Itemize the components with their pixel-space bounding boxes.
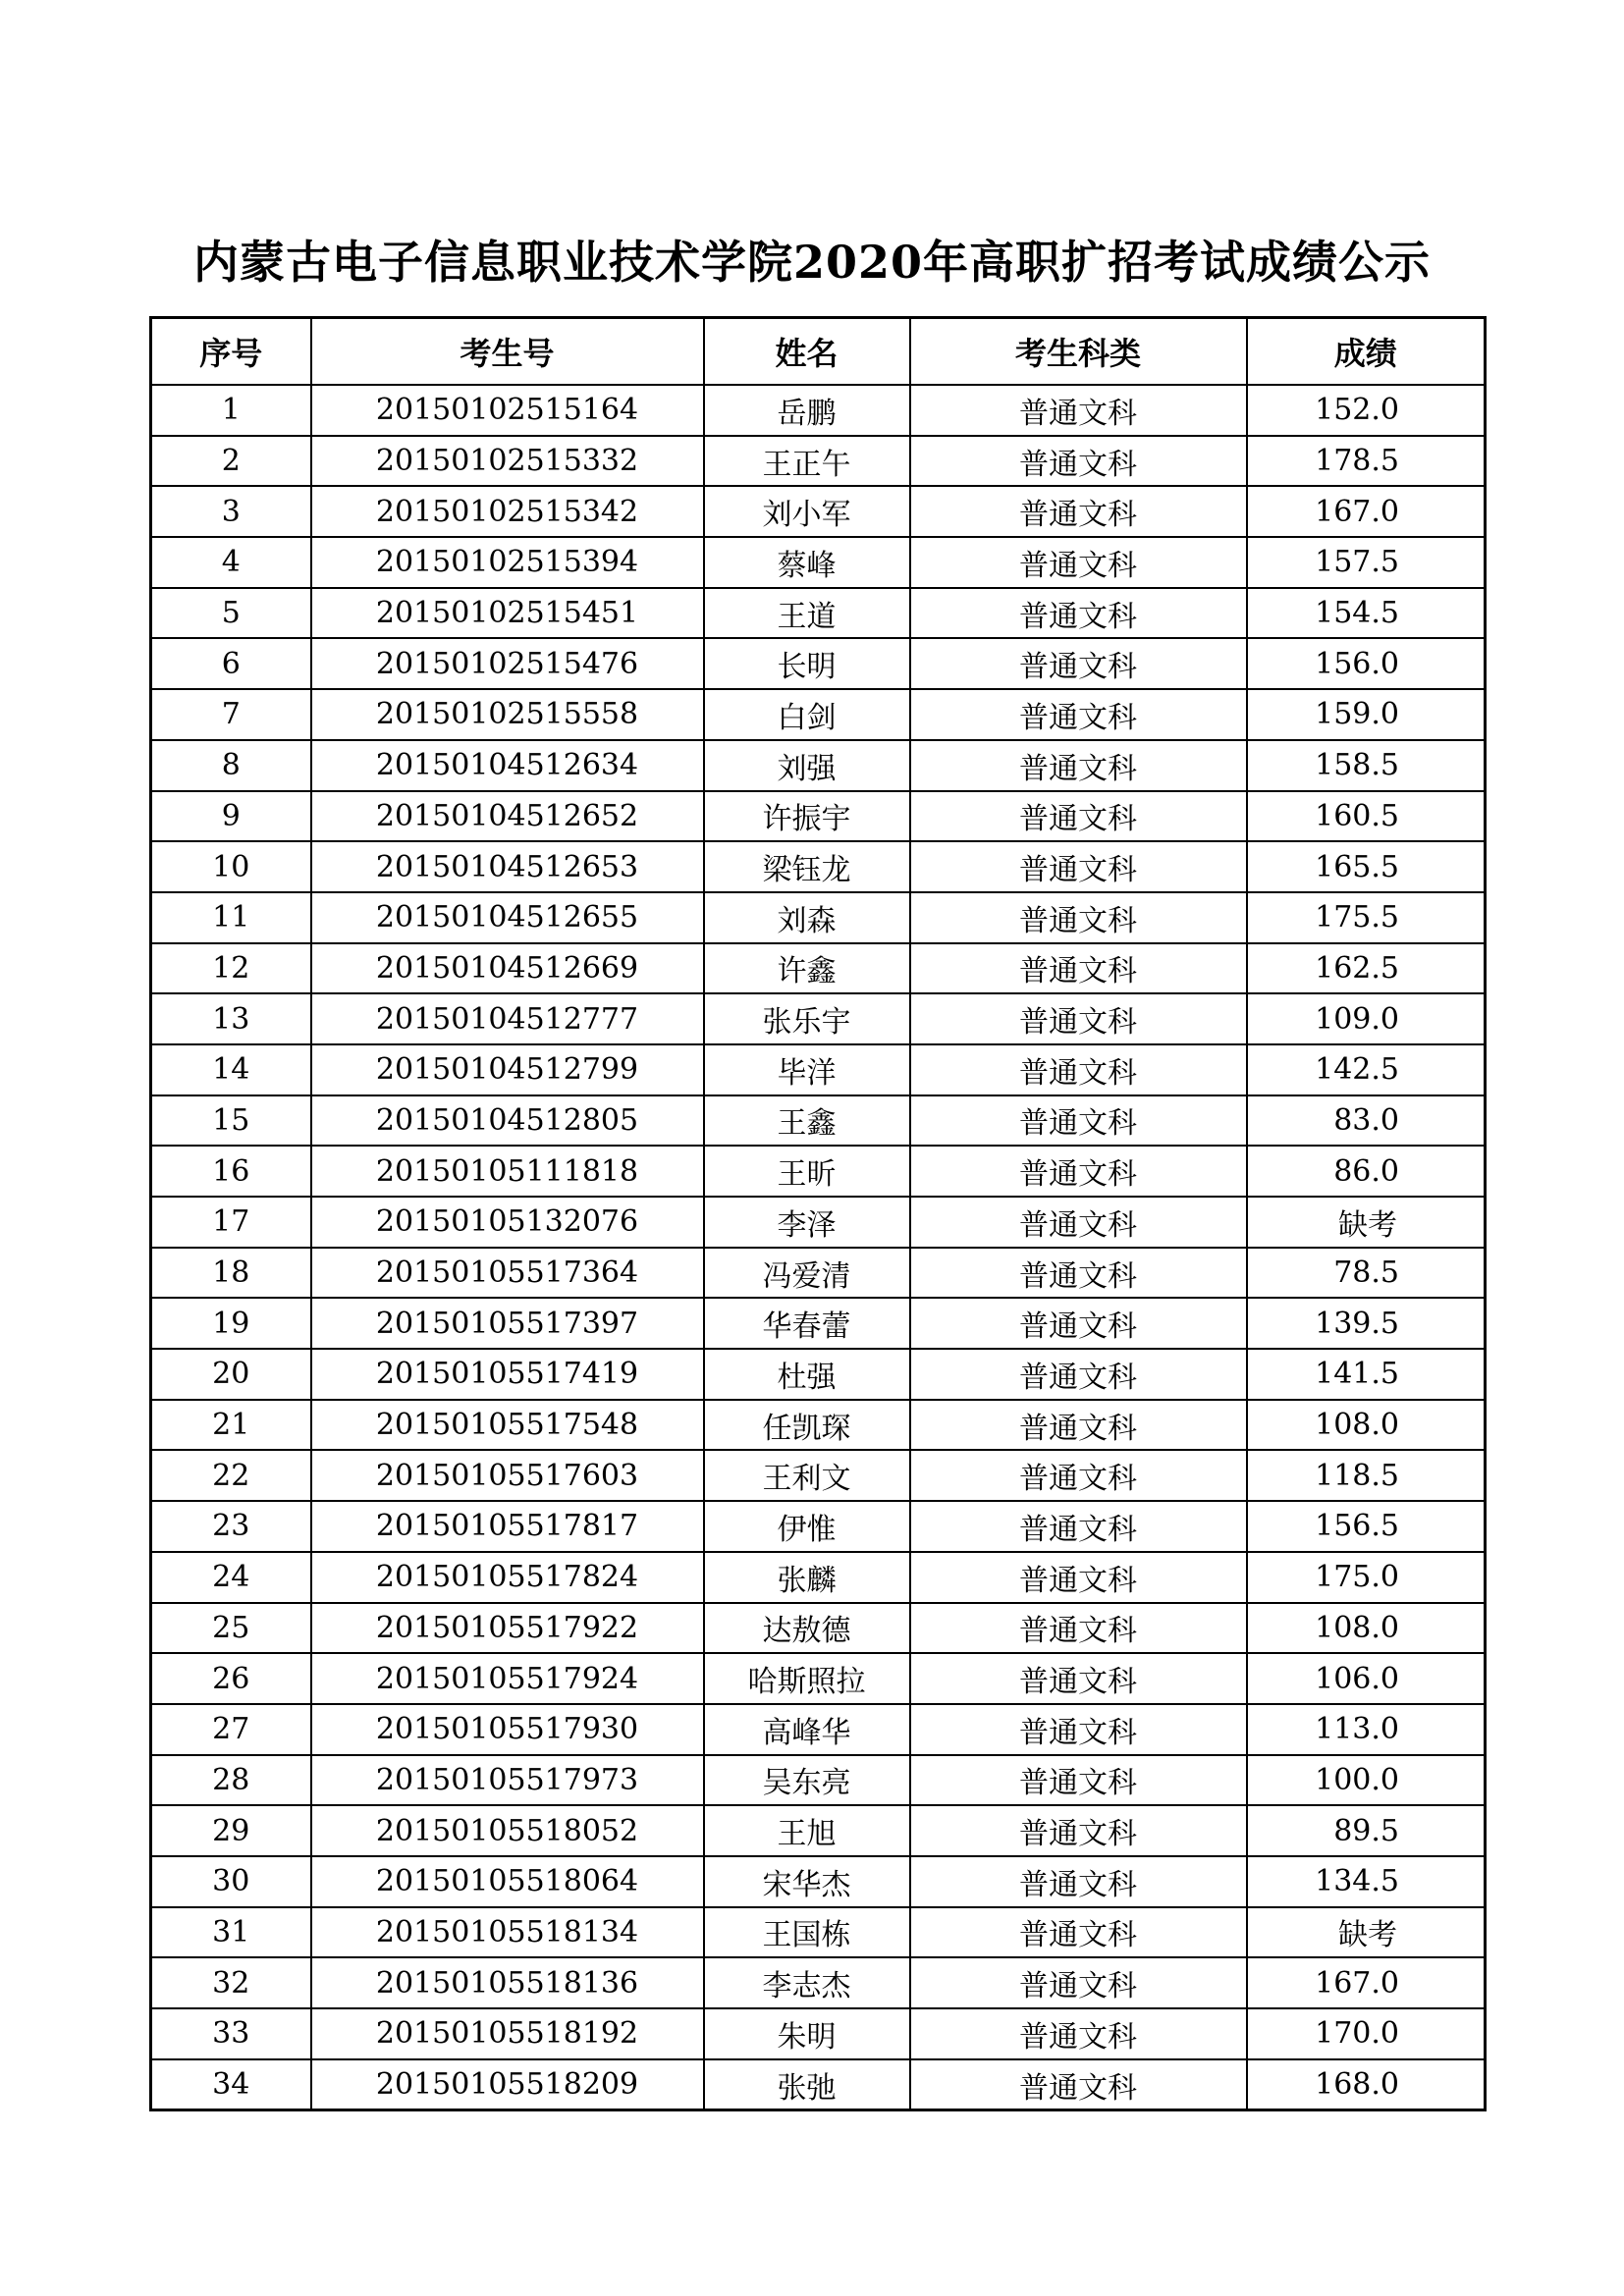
table-row bbox=[151, 2059, 1486, 2110]
cell-score: 142.5 bbox=[1247, 1044, 1486, 1095]
table-row bbox=[151, 689, 1486, 740]
cell-name: 王利文 bbox=[704, 1450, 910, 1501]
cell-score: 134.5 bbox=[1247, 1856, 1486, 1907]
cell-exam-id: 20150105518192 bbox=[311, 2008, 704, 2059]
cell-seq: 7 bbox=[151, 689, 311, 740]
table-header-row bbox=[151, 318, 1486, 386]
cell-score: 89.5 bbox=[1247, 1805, 1486, 1856]
cell-score: 170.0 bbox=[1247, 2008, 1486, 2059]
cell-seq: 34 bbox=[151, 2059, 311, 2110]
cell-seq: 29 bbox=[151, 1805, 311, 1856]
cell-exam-id: 20150102515164 bbox=[311, 385, 704, 436]
table-row bbox=[151, 1805, 1486, 1856]
cell-category: 普通文科 bbox=[910, 689, 1247, 740]
cell-exam-id: 20150102515558 bbox=[311, 689, 704, 740]
cell-name: 李志杰 bbox=[704, 1957, 910, 2008]
header-name: 姓名 bbox=[704, 318, 910, 386]
cell-name: 哈斯照拉 bbox=[704, 1653, 910, 1704]
cell-category: 普通文科 bbox=[910, 1805, 1247, 1856]
cell-category: 普通文科 bbox=[910, 1095, 1247, 1147]
table-row bbox=[151, 385, 1486, 436]
cell-score: 139.5 bbox=[1247, 1298, 1486, 1349]
header-seq: 序号 bbox=[151, 318, 311, 386]
header-score: 成绩 bbox=[1247, 318, 1486, 386]
cell-name: 刘小军 bbox=[704, 486, 910, 537]
table-row bbox=[151, 486, 1486, 537]
cell-category: 普通文科 bbox=[910, 1755, 1247, 1806]
cell-name: 宋华杰 bbox=[704, 1856, 910, 1907]
table-row bbox=[151, 1349, 1486, 1400]
cell-seq: 6 bbox=[151, 638, 311, 689]
cell-exam-id: 20150105517930 bbox=[311, 1704, 704, 1755]
cell-category: 普通文科 bbox=[910, 638, 1247, 689]
cell-name: 张乐宇 bbox=[704, 993, 910, 1044]
table-row bbox=[151, 1197, 1486, 1248]
cell-exam-id: 20150105132076 bbox=[311, 1197, 704, 1248]
cell-exam-id: 20150105518134 bbox=[311, 1907, 704, 1958]
cell-name: 蔡峰 bbox=[704, 537, 910, 588]
cell-exam-id: 20150105517419 bbox=[311, 1349, 704, 1400]
cell-category: 普通文科 bbox=[910, 1044, 1247, 1095]
cell-score: 168.0 bbox=[1247, 2059, 1486, 2110]
cell-seq: 3 bbox=[151, 486, 311, 537]
cell-category: 普通文科 bbox=[910, 993, 1247, 1044]
cell-seq: 10 bbox=[151, 841, 311, 892]
cell-category: 普通文科 bbox=[910, 841, 1247, 892]
cell-exam-id: 20150104512777 bbox=[311, 993, 704, 1044]
cell-seq: 27 bbox=[151, 1704, 311, 1755]
cell-exam-id: 20150105111818 bbox=[311, 1146, 704, 1197]
cell-seq: 16 bbox=[151, 1146, 311, 1197]
table-row bbox=[151, 1044, 1486, 1095]
cell-name: 刘森 bbox=[704, 892, 910, 943]
cell-score: 109.0 bbox=[1247, 993, 1486, 1044]
cell-score: 158.5 bbox=[1247, 740, 1486, 791]
table-row bbox=[151, 1298, 1486, 1349]
table-row bbox=[151, 1146, 1486, 1197]
cell-exam-id: 20150102515332 bbox=[311, 436, 704, 487]
cell-seq: 18 bbox=[151, 1248, 311, 1299]
cell-score: 162.5 bbox=[1247, 943, 1486, 994]
table-row bbox=[151, 1248, 1486, 1299]
cell-name: 许鑫 bbox=[704, 943, 910, 994]
cell-seq: 19 bbox=[151, 1298, 311, 1349]
cell-seq: 11 bbox=[151, 892, 311, 943]
cell-name: 梁钰龙 bbox=[704, 841, 910, 892]
table-row bbox=[151, 1501, 1486, 1552]
table-row bbox=[151, 1450, 1486, 1501]
cell-seq: 30 bbox=[151, 1856, 311, 1907]
cell-category: 普通文科 bbox=[910, 1907, 1247, 1958]
cell-category: 普通文科 bbox=[910, 1501, 1247, 1552]
cell-score: 缺考 bbox=[1247, 1907, 1486, 1958]
cell-seq: 2 bbox=[151, 436, 311, 487]
cell-score: 78.5 bbox=[1247, 1248, 1486, 1299]
cell-exam-id: 20150105517973 bbox=[311, 1755, 704, 1806]
cell-seq: 23 bbox=[151, 1501, 311, 1552]
cell-category: 普通文科 bbox=[910, 1349, 1247, 1400]
cell-score: 100.0 bbox=[1247, 1755, 1486, 1806]
cell-category: 普通文科 bbox=[910, 1248, 1247, 1299]
cell-exam-id: 20150104512655 bbox=[311, 892, 704, 943]
table-row bbox=[151, 841, 1486, 892]
cell-exam-id: 20150102515342 bbox=[311, 486, 704, 537]
table-row bbox=[151, 1856, 1486, 1907]
cell-seq: 17 bbox=[151, 1197, 311, 1248]
cell-score: 159.0 bbox=[1247, 689, 1486, 740]
cell-name: 王道 bbox=[704, 588, 910, 639]
cell-score: 141.5 bbox=[1247, 1349, 1486, 1400]
cell-seq: 33 bbox=[151, 2008, 311, 2059]
cell-exam-id: 20150102515451 bbox=[311, 588, 704, 639]
table-row bbox=[151, 436, 1486, 487]
cell-category: 普通文科 bbox=[910, 486, 1247, 537]
cell-exam-id: 20150105517603 bbox=[311, 1450, 704, 1501]
cell-exam-id: 20150105517364 bbox=[311, 1248, 704, 1299]
cell-seq: 8 bbox=[151, 740, 311, 791]
cell-exam-id: 20150105518209 bbox=[311, 2059, 704, 2110]
cell-score: 113.0 bbox=[1247, 1704, 1486, 1755]
cell-name: 王昕 bbox=[704, 1146, 910, 1197]
cell-name: 长明 bbox=[704, 638, 910, 689]
cell-category: 普通文科 bbox=[910, 791, 1247, 842]
cell-score: 167.0 bbox=[1247, 1957, 1486, 2008]
cell-name: 冯爱清 bbox=[704, 1248, 910, 1299]
table-row bbox=[151, 588, 1486, 639]
table-row bbox=[151, 2008, 1486, 2059]
score-table bbox=[149, 316, 1487, 2111]
header-category: 考生科类 bbox=[910, 318, 1247, 386]
cell-score: 108.0 bbox=[1247, 1400, 1486, 1451]
cell-score: 83.0 bbox=[1247, 1095, 1486, 1147]
cell-exam-id: 20150104512799 bbox=[311, 1044, 704, 1095]
cell-category: 普通文科 bbox=[910, 892, 1247, 943]
cell-seq: 31 bbox=[151, 1907, 311, 1958]
cell-seq: 28 bbox=[151, 1755, 311, 1806]
cell-exam-id: 20150105518052 bbox=[311, 1805, 704, 1856]
cell-seq: 5 bbox=[151, 588, 311, 639]
cell-seq: 1 bbox=[151, 385, 311, 436]
table-row bbox=[151, 943, 1486, 994]
cell-seq: 12 bbox=[151, 943, 311, 994]
cell-score: 175.0 bbox=[1247, 1552, 1486, 1603]
table-row bbox=[151, 1755, 1486, 1806]
cell-seq: 4 bbox=[151, 537, 311, 588]
cell-category: 普通文科 bbox=[910, 1957, 1247, 2008]
table-row bbox=[151, 1095, 1486, 1147]
cell-category: 普通文科 bbox=[910, 2008, 1247, 2059]
cell-score: 175.5 bbox=[1247, 892, 1486, 943]
cell-exam-id: 20150104512669 bbox=[311, 943, 704, 994]
cell-category: 普通文科 bbox=[910, 385, 1247, 436]
cell-name: 达敖德 bbox=[704, 1603, 910, 1654]
cell-exam-id: 20150104512653 bbox=[311, 841, 704, 892]
cell-exam-id: 20150104512634 bbox=[311, 740, 704, 791]
cell-score: 165.5 bbox=[1247, 841, 1486, 892]
cell-seq: 15 bbox=[151, 1095, 311, 1147]
cell-category: 普通文科 bbox=[910, 1450, 1247, 1501]
cell-seq: 14 bbox=[151, 1044, 311, 1095]
cell-score: 156.5 bbox=[1247, 1501, 1486, 1552]
cell-name: 吴东亮 bbox=[704, 1755, 910, 1806]
table-row bbox=[151, 740, 1486, 791]
cell-score: 154.5 bbox=[1247, 588, 1486, 639]
table-row bbox=[151, 1552, 1486, 1603]
cell-category: 普通文科 bbox=[910, 1856, 1247, 1907]
cell-name: 张麟 bbox=[704, 1552, 910, 1603]
cell-seq: 25 bbox=[151, 1603, 311, 1654]
table-row bbox=[151, 537, 1486, 588]
cell-exam-id: 20150105517924 bbox=[311, 1653, 704, 1704]
cell-exam-id: 20150105517824 bbox=[311, 1552, 704, 1603]
cell-name: 毕洋 bbox=[704, 1044, 910, 1095]
cell-score: 108.0 bbox=[1247, 1603, 1486, 1654]
cell-category: 普通文科 bbox=[910, 1197, 1247, 1248]
cell-score: 178.5 bbox=[1247, 436, 1486, 487]
cell-seq: 9 bbox=[151, 791, 311, 842]
cell-exam-id: 20150105517548 bbox=[311, 1400, 704, 1451]
table-row bbox=[151, 638, 1486, 689]
cell-score: 118.5 bbox=[1247, 1450, 1486, 1501]
cell-category: 普通文科 bbox=[910, 1146, 1247, 1197]
cell-name: 张弛 bbox=[704, 2059, 910, 2110]
cell-seq: 20 bbox=[151, 1349, 311, 1400]
table-row bbox=[151, 1400, 1486, 1451]
cell-exam-id: 20150102515394 bbox=[311, 537, 704, 588]
cell-category: 普通文科 bbox=[910, 740, 1247, 791]
cell-name: 任凯琛 bbox=[704, 1400, 910, 1451]
cell-category: 普通文科 bbox=[910, 943, 1247, 994]
cell-score: 152.0 bbox=[1247, 385, 1486, 436]
cell-seq: 21 bbox=[151, 1400, 311, 1451]
cell-score: 缺考 bbox=[1247, 1197, 1486, 1248]
cell-score: 157.5 bbox=[1247, 537, 1486, 588]
cell-exam-id: 20150105518064 bbox=[311, 1856, 704, 1907]
table-row bbox=[151, 1957, 1486, 2008]
cell-exam-id: 20150105518136 bbox=[311, 1957, 704, 2008]
cell-category: 普通文科 bbox=[910, 1653, 1247, 1704]
table-row bbox=[151, 1704, 1486, 1755]
cell-category: 普通文科 bbox=[910, 1704, 1247, 1755]
cell-category: 普通文科 bbox=[910, 1603, 1247, 1654]
cell-exam-id: 20150105517397 bbox=[311, 1298, 704, 1349]
cell-category: 普通文科 bbox=[910, 1552, 1247, 1603]
cell-name: 许振宇 bbox=[704, 791, 910, 842]
cell-name: 岳鹏 bbox=[704, 385, 910, 436]
cell-score: 160.5 bbox=[1247, 791, 1486, 842]
cell-name: 白剑 bbox=[704, 689, 910, 740]
cell-seq: 26 bbox=[151, 1653, 311, 1704]
cell-category: 普通文科 bbox=[910, 1400, 1247, 1451]
cell-score: 106.0 bbox=[1247, 1653, 1486, 1704]
cell-name: 王国栋 bbox=[704, 1907, 910, 1958]
table-row bbox=[151, 993, 1486, 1044]
cell-category: 普通文科 bbox=[910, 588, 1247, 639]
cell-name: 王正午 bbox=[704, 436, 910, 487]
cell-name: 李泽 bbox=[704, 1197, 910, 1248]
cell-name: 刘强 bbox=[704, 740, 910, 791]
table-row bbox=[151, 892, 1486, 943]
cell-category: 普通文科 bbox=[910, 2059, 1247, 2110]
cell-seq: 32 bbox=[151, 1957, 311, 2008]
cell-name: 杜强 bbox=[704, 1349, 910, 1400]
cell-score: 167.0 bbox=[1247, 486, 1486, 537]
cell-seq: 22 bbox=[151, 1450, 311, 1501]
cell-name: 高峰华 bbox=[704, 1704, 910, 1755]
cell-score: 156.0 bbox=[1247, 638, 1486, 689]
cell-exam-id: 20150104512652 bbox=[311, 791, 704, 842]
table-body bbox=[151, 385, 1486, 2110]
cell-exam-id: 20150102515476 bbox=[311, 638, 704, 689]
page-title: 内蒙古电子信息职业技术学院2020年高职扩招考试成绩公示 bbox=[192, 236, 1432, 289]
header-exam-id: 考生号 bbox=[311, 318, 704, 386]
cell-seq: 24 bbox=[151, 1552, 311, 1603]
cell-name: 朱明 bbox=[704, 2008, 910, 2059]
table-row bbox=[151, 1603, 1486, 1654]
cell-seq: 13 bbox=[151, 993, 311, 1044]
cell-name: 王鑫 bbox=[704, 1095, 910, 1147]
cell-name: 王旭 bbox=[704, 1805, 910, 1856]
table-row bbox=[151, 791, 1486, 842]
cell-category: 普通文科 bbox=[910, 1298, 1247, 1349]
cell-name: 华春蕾 bbox=[704, 1298, 910, 1349]
cell-score: 86.0 bbox=[1247, 1146, 1486, 1197]
cell-exam-id: 20150105517817 bbox=[311, 1501, 704, 1552]
table-row bbox=[151, 1653, 1486, 1704]
cell-category: 普通文科 bbox=[910, 537, 1247, 588]
cell-exam-id: 20150104512805 bbox=[311, 1095, 704, 1147]
cell-category: 普通文科 bbox=[910, 436, 1247, 487]
cell-name: 伊惟 bbox=[704, 1501, 910, 1552]
table-row bbox=[151, 1907, 1486, 1958]
cell-exam-id: 20150105517922 bbox=[311, 1603, 704, 1654]
